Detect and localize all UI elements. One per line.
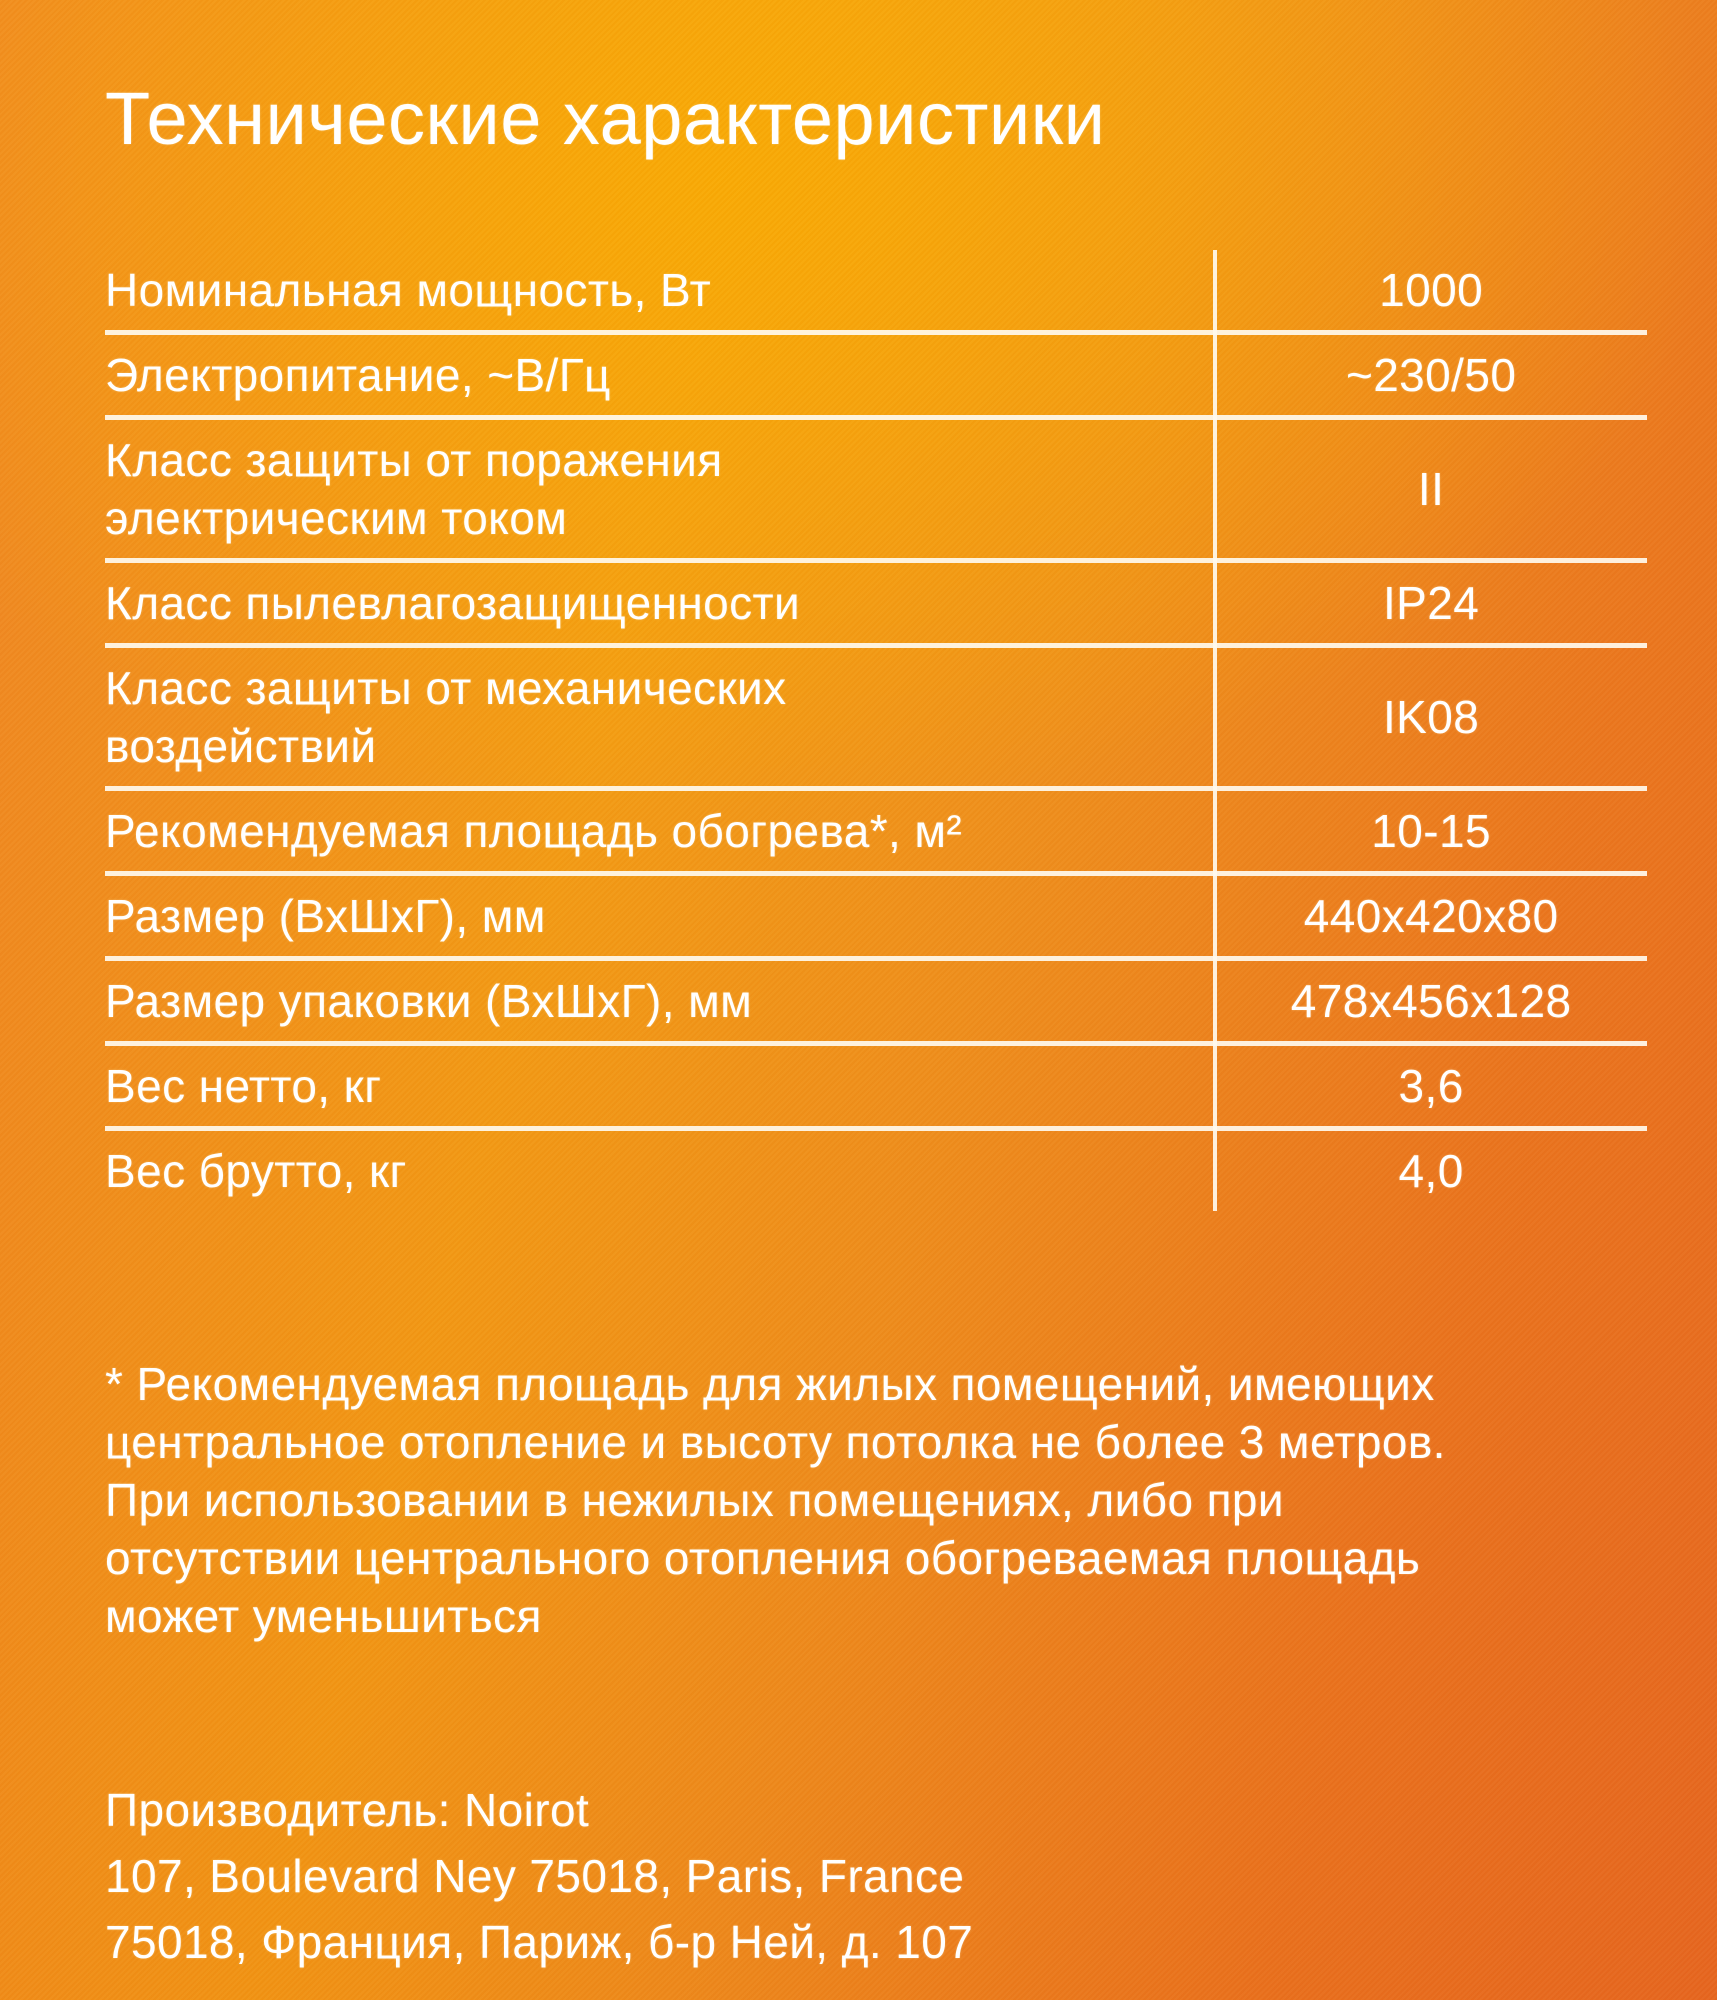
- table-row: [105, 1041, 1647, 1126]
- spec-value: 4,0: [1398, 1145, 1464, 1197]
- footnote: * Рекомендуемая площадь для жилых помещений, имеющих центральное отопление и высоту потолка не более 3 метров. При использовании в нежилых помещениях, либо при отсутствии центрального отопления обогреваемая площадь может уменьшиться: [105, 1358, 1446, 1642]
- manufacturer-line: 75018, Франция, Париж, б-р Ней, д. 107: [105, 1916, 974, 1968]
- table-row: [105, 558, 1647, 643]
- spec-label: Класс защиты от поражения электрическим током: [105, 434, 723, 544]
- spec-value: 3,6: [1398, 1060, 1464, 1112]
- spec-label: Номинальная мощность, Вт: [105, 264, 712, 316]
- spec-value: IK08: [1383, 691, 1480, 743]
- manufacturer-info: [105, 1777, 1647, 1975]
- spec-value: 440x420x80: [1303, 890, 1559, 942]
- spec-label: Вес нетто, кг: [105, 1060, 382, 1112]
- spec-label: Размер упаковки (ВхШхГ), мм: [105, 975, 753, 1027]
- spec-label: Вес брутто, кг: [105, 1145, 407, 1197]
- table-row: [105, 415, 1647, 558]
- spec-value: II: [1417, 463, 1445, 515]
- spec-label: Класс пылевлагозащищенности: [105, 577, 801, 629]
- spec-label: Рекомендуемая площадь обогрева*, м²: [105, 805, 963, 857]
- table-row: [105, 956, 1647, 1041]
- page-title: Технические характеристики: [105, 77, 1106, 160]
- table-row: [105, 1126, 1647, 1211]
- manufacturer-line: Производитель: Noirot: [105, 1784, 590, 1836]
- spec-value: ~230/50: [1345, 349, 1517, 401]
- manufacturer-line: 107, Boulevard Ney 75018, Paris, France: [105, 1850, 965, 1902]
- table-row: [105, 250, 1647, 330]
- spec-value: 478x456x128: [1290, 975, 1572, 1027]
- spec-value: 1000: [1379, 264, 1484, 316]
- column-divider: [1213, 250, 1217, 1211]
- table-row: [105, 871, 1647, 956]
- table-row: [105, 786, 1647, 871]
- spec-label: Размер (ВхШхГ), мм: [105, 890, 546, 942]
- spec-label: Электропитание, ~В/Гц: [105, 349, 611, 401]
- table-row: [105, 330, 1647, 415]
- spec-table: [105, 250, 1647, 1211]
- table-row: [105, 643, 1647, 786]
- spec-value: IP24: [1383, 577, 1480, 629]
- spec-label: Класс защиты от механических воздействий: [105, 662, 787, 772]
- spec-value: 10-15: [1371, 805, 1491, 857]
